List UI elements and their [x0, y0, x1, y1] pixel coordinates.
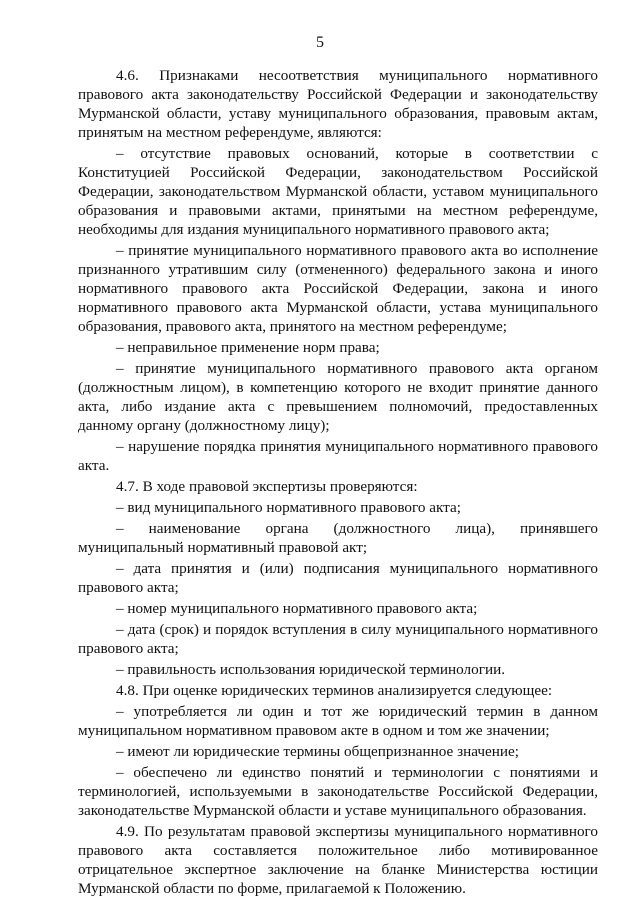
paragraph-4-8: 4.8. При оценке юридических терминов анализируется следующее:	[116, 682, 553, 699]
list-item: – вид муниципального нормативного правового акта;	[116, 499, 461, 516]
list-item: – неправильное применение норм права;	[116, 339, 380, 356]
paragraph-4-7: 4.7. В ходе правовой экспертизы проверяются:	[116, 478, 418, 495]
list-item: – правильность использования юридической терминологии.	[116, 661, 506, 678]
list-item: – номер муниципального нормативного правового акта;	[116, 600, 478, 617]
paragraph-4-9: 4.9. По результатам правовой экспертизы муниципального нормативного правового акта составляется положительное либо мотивированное отрицательное экспертное заключение на бланке Министерства юстиции Мурманской области по форме, прилагаемой к Положению.	[78, 823, 598, 897]
document-body	[78, 66, 598, 900]
list-item: – отсутствие правовых оснований, которые в соответствии с Конституцией Российской Федерации, законодательством Российской Федерации, законодательством Мурманской области, уставом муниципального образования и правовыми актами, принятыми на местном референдуме, необходимы для издания муниципального нормативного правового акта;	[78, 145, 598, 238]
list-item: – обеспечено ли единство понятий и терминологии с понятиями и терминологией, используемыми в законодательстве Российской Федерации, законодательстве Мурманской области и уставе муниципального образования.	[78, 764, 598, 819]
list-item: – употребляется ли один и тот же юридический термин в данном муниципальном нормативном правовом акте в одном и том же значении;	[78, 703, 598, 739]
list-item: – имеют ли юридические термины общепризнанное значение;	[116, 743, 519, 760]
page-number: 5	[316, 34, 324, 51]
list-item: – дата принятия и (или) подписания муниципального нормативного правового акта;	[78, 560, 598, 596]
paragraph-4-6: 4.6. Признаками несоответствия муниципального нормативного правового акта законодательству Российской Федерации и законодательству Мурманской области, уставу муниципального образования, правовым актам, принятым на местном референдуме, являются:	[78, 67, 598, 141]
list-item: – дата (срок) и порядок вступления в силу муниципального нормативного правового акта;	[78, 621, 598, 657]
list-item: – принятие муниципального нормативного правового акта органом (должностным лицом), в компетенцию которого не входит принятие данного акта, либо издание акта с превышением полномочий, предоставленных данному органу (должностному лицу);	[78, 360, 598, 434]
list-item: – наименование органа (должностного лица), принявшего муниципальный нормативный правовой акт;	[78, 520, 598, 556]
list-item: – нарушение порядка принятия муниципального нормативного правового акта.	[78, 438, 598, 474]
list-item: – принятие муниципального нормативного правового акта во исполнение признанного утратившим силу (отмененного) федерального закона и иного нормативного правового акта Российской Федерации, закона и иного нормативного правового акта Мурманской области, устава муниципального образования, правового акта, принятого на местном референдуме;	[78, 242, 598, 335]
